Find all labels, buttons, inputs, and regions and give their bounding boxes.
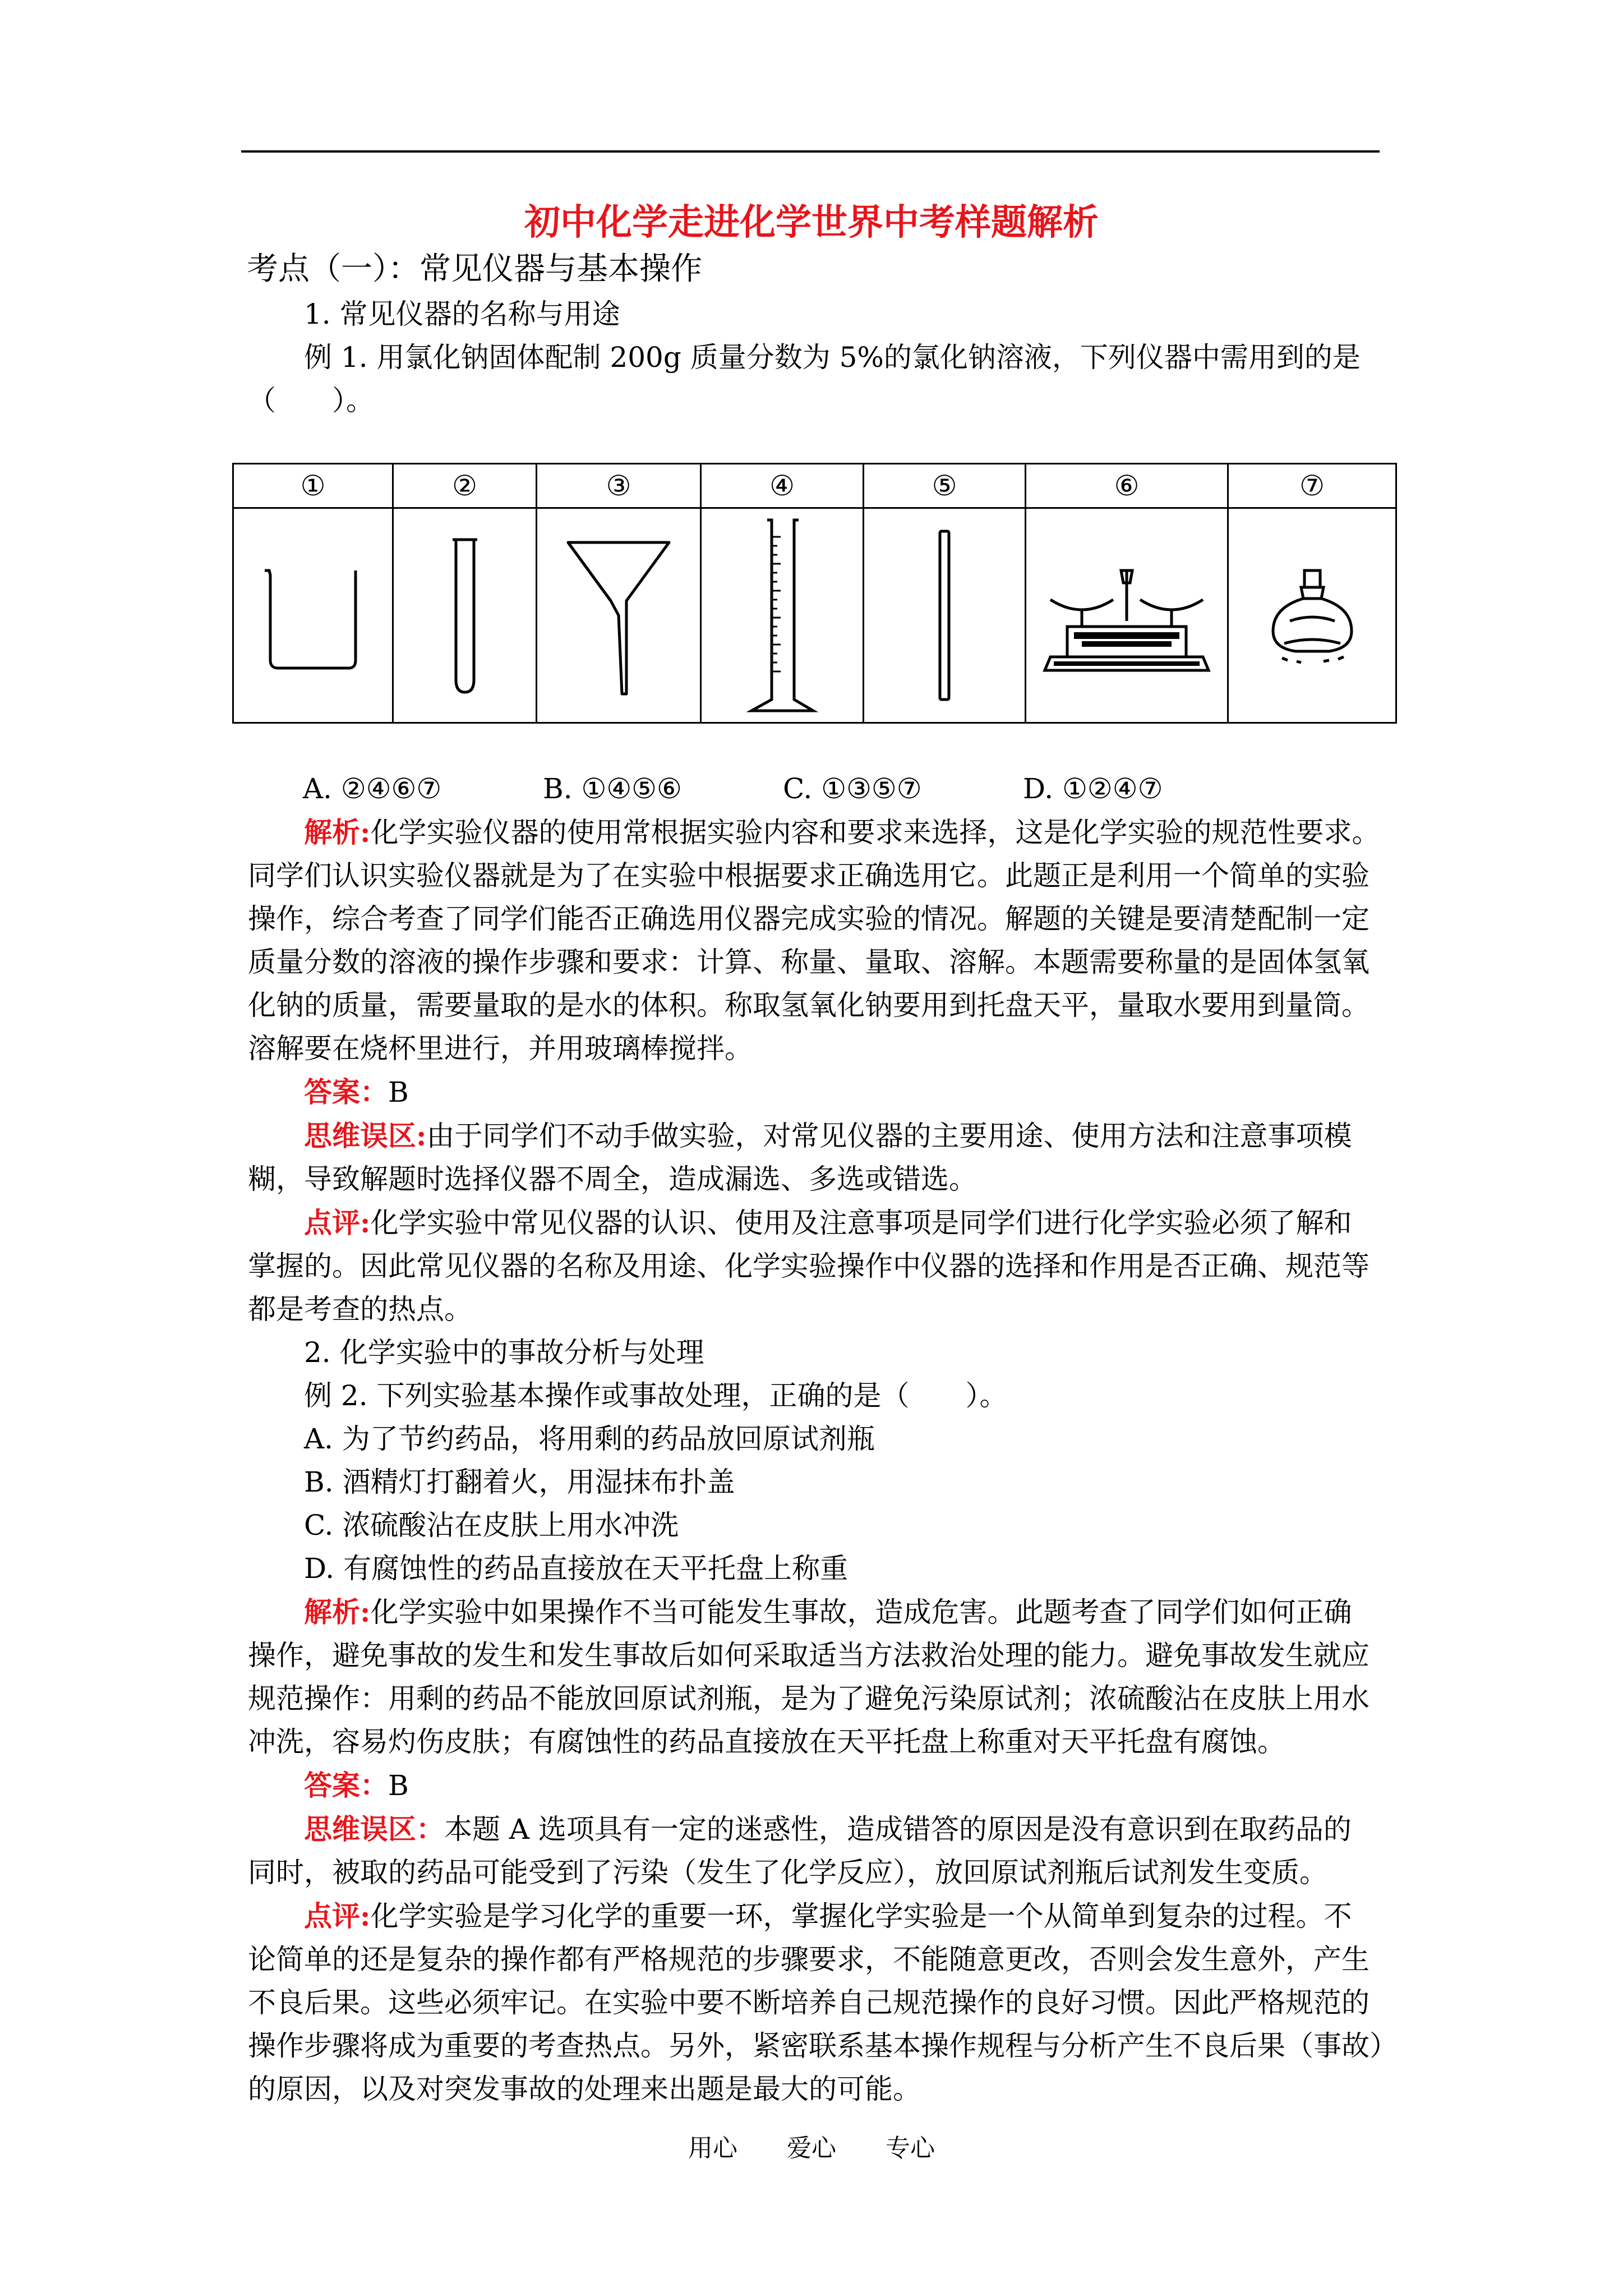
beaker-icon [257, 548, 369, 683]
option-b: B. ①④⑤⑥ [543, 772, 682, 805]
apparatus-number-2: ② [393, 464, 537, 508]
misconception-label: 思维误区： [304, 1812, 444, 1846]
example-1-analysis-line-1 [248, 811, 1387, 854]
option-c: C. ①③⑤⑦ [783, 772, 922, 805]
misconception-text: 由于同学们不动手做实验，对常见仪器的主要用途、使用方法和注意事项模 [426, 1120, 1352, 1152]
example-1-misconception-line-1 [248, 1114, 1387, 1158]
section-heading: 考点（一）：常见仪器与基本操作 [247, 251, 702, 287]
analysis-label: 解析: [304, 1595, 371, 1628]
example-2-analysis-line-1 [248, 1590, 1387, 1634]
misconception-label: 思维误区: [304, 1119, 427, 1152]
apparatus-cell-4 [701, 508, 864, 723]
example-1-analysis-line-3: 操作，综合考查了同学们能否正确选用仪器完成实验的情况。解题的关键是要清楚配制一定 [248, 903, 1370, 935]
example-1-question: 例 1. 用氯化钠固体配制 200g 质量分数为 5%的氯化钠溶液，下列仪器中需用到的是 [304, 341, 1361, 374]
example-2-choice-a: A. 为了节约药品，将用剩的药品放回原试剂瓶 [304, 1423, 875, 1455]
apparatus-cell-1 [233, 508, 393, 723]
example-2-comment-line-4: 操作步骤将成为重要的考查热点。另外，紧密联系基本操作规程与分析产生不良后果（事故） [248, 2030, 1398, 2062]
page-footer: 用心 爱心 专心 [688, 2134, 935, 2162]
header-rule [241, 150, 1380, 153]
analysis-text: 化学实验仪器的使用常根据实验内容和要求来选择，这是化学实验的规范性要求。 [370, 816, 1380, 849]
example-2-comment-line-5: 的原因，以及对突发事故的处理来出题是最大的可能。 [248, 2073, 921, 2105]
example-2-analysis-line-4: 冲洗，容易灼伤皮肤；有腐蚀性的药品直接放在天平托盘上称重对天平托盘有腐蚀。 [248, 1726, 1285, 1758]
apparatus-table [232, 463, 1395, 722]
example-2-choice-c: C. 浓硫酸沾在皮肤上用水冲洗 [304, 1509, 679, 1542]
apparatus-number-5: ⑤ [864, 464, 1026, 508]
example-2-choice-d: D. 有腐蚀性的药品直接放在天平托盘上称重 [304, 1552, 849, 1585]
example-1-question-blank: （ ）。 [248, 384, 374, 417]
example-1-comment-line-1 [248, 1201, 1387, 1245]
subsection-1-heading: 1. 常见仪器的名称与用途 [304, 298, 620, 330]
example-2-comment-line-1 [248, 1894, 1387, 1938]
example-2-misconception-line-1 [248, 1807, 1387, 1851]
example-1-question-block [248, 293, 1387, 422]
example-1-analysis-line-6: 溶解要在烧杯里进行，并用玻璃棒搅拌。 [248, 1032, 753, 1065]
apparatus-cell-5 [864, 508, 1026, 723]
example-2-question: 例 2. 下列实验基本操作或事故处理，正确的是（ ）。 [304, 1379, 1008, 1412]
answer-value: B [388, 1076, 409, 1108]
example-1-comment-line-3: 都是考查的热点。 [248, 1293, 472, 1326]
example-1-misconception-line-2: 糊，导致解题时选择仪器不周全，造成漏选、多选或错选。 [248, 1163, 977, 1195]
option-d: D. ①②④⑦ [1023, 772, 1163, 805]
funnel-icon [562, 531, 675, 700]
comment-text: 化学实验是学习化学的重要一环，掌握化学实验是一个从简单到复杂的过程。不 [370, 1900, 1352, 1932]
analysis-text: 化学实验中如果操作不当可能发生事故，造成危害。此题考查了同学们如何正确 [370, 1596, 1352, 1628]
apparatus-number-1: ① [233, 464, 393, 508]
misconception-text: 本题 A 选项具有一定的迷惑性，造成错答的原因是没有意识到在取药品的 [444, 1813, 1352, 1846]
comment-label: 点评: [304, 1899, 371, 1932]
test-tube-icon [442, 534, 487, 697]
apparatus-cell-6 [1026, 508, 1228, 723]
option-a: A. ②④⑥⑦ [303, 772, 442, 805]
alcohol-lamp-icon [1262, 559, 1363, 671]
example-1-answer [248, 1070, 1387, 1114]
answer-value: B [388, 1769, 409, 1802]
example-1-analysis-line-2: 同学们认识实验仪器就是为了在实验中根据要求正确选用它。此题正是利用一个简单的实验 [248, 859, 1370, 892]
example-1-comment-line-2: 掌握的。因此常见仪器的名称及用途、化学实验操作中仪器的选择和作用是否正确、规范等 [248, 1250, 1370, 1282]
comment-label: 点评: [304, 1206, 371, 1239]
answer-label: 答案： [304, 1075, 388, 1108]
apparatus-number-4: ④ [701, 464, 864, 508]
graduated-cylinder-icon [740, 514, 824, 716]
apparatus-cell-2 [393, 508, 537, 723]
example-2-analysis-line-3: 规范操作：用剩的药品不能放回原试剂瓶，是为了避免污染原试剂；浓硫酸沾在皮肤上用水 [248, 1682, 1370, 1715]
answer-label: 答案： [304, 1769, 388, 1802]
example-1-analysis-line-5: 化钠的质量，需要量取的是水的体积。称取氢氧化钠要用到托盘天平，量取水要用到量筒。 [248, 989, 1370, 1022]
example-2-comment-line-3: 不良后果。这些必须牢记。在实验中要不断培养自己规范操作的良好习惯。因此严格规范的 [248, 1986, 1370, 2019]
apparatus-number-6: ⑥ [1026, 464, 1228, 508]
apparatus-number-7: ⑦ [1228, 464, 1396, 508]
example-2-analysis-line-2: 操作，避免事故的发生和发生事故后如何采取适当方法救治处理的能力。避免事故发生就应 [248, 1639, 1370, 1672]
example-2-answer [248, 1764, 1387, 1807]
example-1-analysis-line-4: 质量分数的溶液的操作步骤和要求：计算、称量、量取、溶解。本题需要称量的是固体氢氧 [248, 946, 1370, 978]
example-1-options [303, 767, 1163, 811]
apparatus-number-3: ③ [537, 464, 701, 508]
main-text-block [248, 811, 1398, 2111]
example-2-comment-line-2: 论简单的还是复杂的操作都有严格规范的步骤要求，不能随意更改，否则会发生意外，产生 [248, 1943, 1370, 1976]
balance-icon [1043, 548, 1211, 683]
apparatus-cell-7 [1228, 508, 1396, 723]
apparatus-header-row [233, 464, 1396, 508]
apparatus-cell-3 [537, 508, 701, 723]
subsection-2-heading: 2. 化学实验中的事故分析与处理 [304, 1336, 704, 1369]
glass-rod-icon [933, 526, 956, 705]
comment-text: 化学实验中常见仪器的认识、使用及注意事项是同学们进行化学实验必须了解和 [370, 1207, 1352, 1239]
document-title: 初中化学走进化学世界中考样题解析 [524, 201, 1099, 243]
example-2-choice-b: B. 酒精灯打翻着火，用湿抹布扑盖 [304, 1466, 735, 1498]
apparatus-image-row [233, 508, 1396, 723]
example-2-misconception-line-2: 同时，被取的药品可能受到了污染（发生了化学反应），放回原试剂瓶后试剂发生变质。 [248, 1856, 1327, 1889]
analysis-label: 解析: [304, 816, 371, 849]
